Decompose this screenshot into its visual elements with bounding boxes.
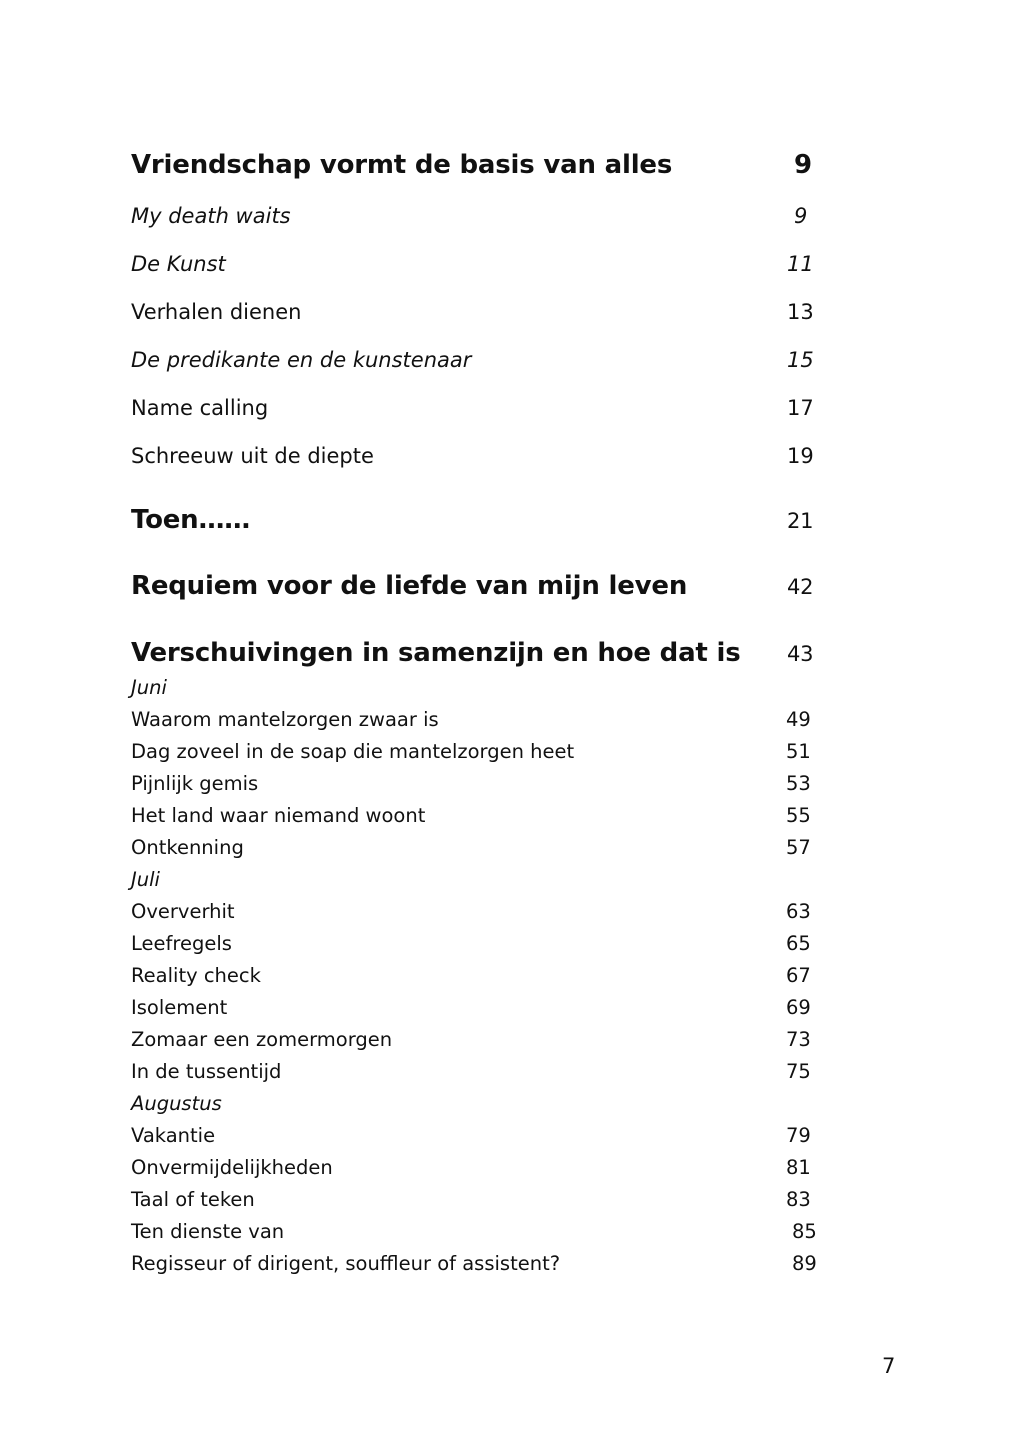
month-label-juni: Juni (131, 676, 167, 699)
toc-entry-title: Taal of teken (131, 1188, 255, 1211)
toc-entry-page: 53 (786, 772, 811, 795)
toc-entry-page: 13 (787, 300, 814, 324)
toc-entry-title: Ten dienste van (131, 1220, 285, 1243)
toc-entry-page: 75 (786, 1060, 811, 1083)
toc-entry-title: Leefregels (131, 932, 232, 955)
toc-entry-title: Het land waar niemand woont (131, 804, 426, 827)
toc-section-title: Vriendschap vormt de basis van alles (131, 150, 673, 180)
toc-entry-page: 49 (786, 708, 811, 731)
toc-entry-page: 65 (786, 932, 811, 955)
toc-entry-page: 69 (786, 996, 811, 1019)
toc-section-page: 43 (787, 642, 814, 666)
toc-section-title: Verschuivingen in samenzijn en hoe dat is (131, 638, 741, 668)
toc-entry-page: 79 (786, 1124, 811, 1147)
toc-entry-page: 57 (786, 836, 811, 859)
toc-entry-page: 51 (786, 740, 811, 763)
toc-entry-page: 67 (786, 964, 811, 987)
toc-entry-page: 81 (786, 1156, 811, 1179)
toc-entry-page: 89 (792, 1252, 817, 1275)
toc-entry-page: 63 (786, 900, 811, 923)
toc-entry-title: Dag zoveel in de soap die mantelzorgen heet (131, 740, 575, 763)
toc-entry-title: Reality check (131, 964, 261, 987)
toc-entry-title: Pijnlijk gemis (131, 772, 259, 795)
toc-entry-page: 85 (792, 1220, 817, 1243)
toc-entry-page: 19 (787, 444, 814, 468)
toc-section-title: Toen…… (131, 505, 251, 535)
toc-entry-page: 55 (786, 804, 811, 827)
toc-entry-page: 83 (786, 1188, 811, 1211)
month-label-augustus: Augustus (131, 1092, 222, 1115)
toc-entry-title: Regisseur of dirigent, souffleur of assistent? (131, 1252, 561, 1275)
toc-entry-title: Isolement (131, 996, 228, 1019)
toc-section-page: 42 (787, 575, 814, 599)
toc-entry-title: Vakantie (131, 1124, 216, 1147)
toc-entry-title: De predikante en de kunstenaar (131, 348, 472, 372)
toc-section-title: Requiem voor de liefde van mijn leven (131, 571, 688, 601)
toc-entry-page: 9 (794, 204, 808, 228)
toc-section-page: 9 (794, 150, 812, 180)
toc-entry-page: 73 (786, 1028, 811, 1051)
toc-entry-title: Ontkenning (131, 836, 244, 859)
toc-entry-page: 11 (787, 252, 814, 276)
toc-entry-title: Onvermijdelijkheden (131, 1156, 333, 1179)
toc-entry-page: 15 (787, 348, 814, 372)
toc-section-page: 21 (787, 509, 814, 533)
month-label-juli: Juli (131, 868, 160, 891)
page-number: 7 (882, 1354, 896, 1378)
toc-entry-title: Waarom mantelzorgen zwaar is (131, 708, 439, 731)
toc-entry-title: Schreeuw uit de diepte (131, 444, 374, 468)
toc-entry-title: Zomaar een zomermorgen (131, 1028, 393, 1051)
toc-entry-page: 17 (787, 396, 814, 420)
toc-entry-title: My death waits (131, 204, 291, 228)
toc-entry-title: Verhalen dienen (131, 300, 302, 324)
toc-entry-title: Name calling (131, 396, 269, 420)
toc-entry-title: Oververhit (131, 900, 235, 923)
toc-entry-title: In de tussentijd (131, 1060, 282, 1083)
toc-entry-title: De Kunst (131, 252, 226, 276)
